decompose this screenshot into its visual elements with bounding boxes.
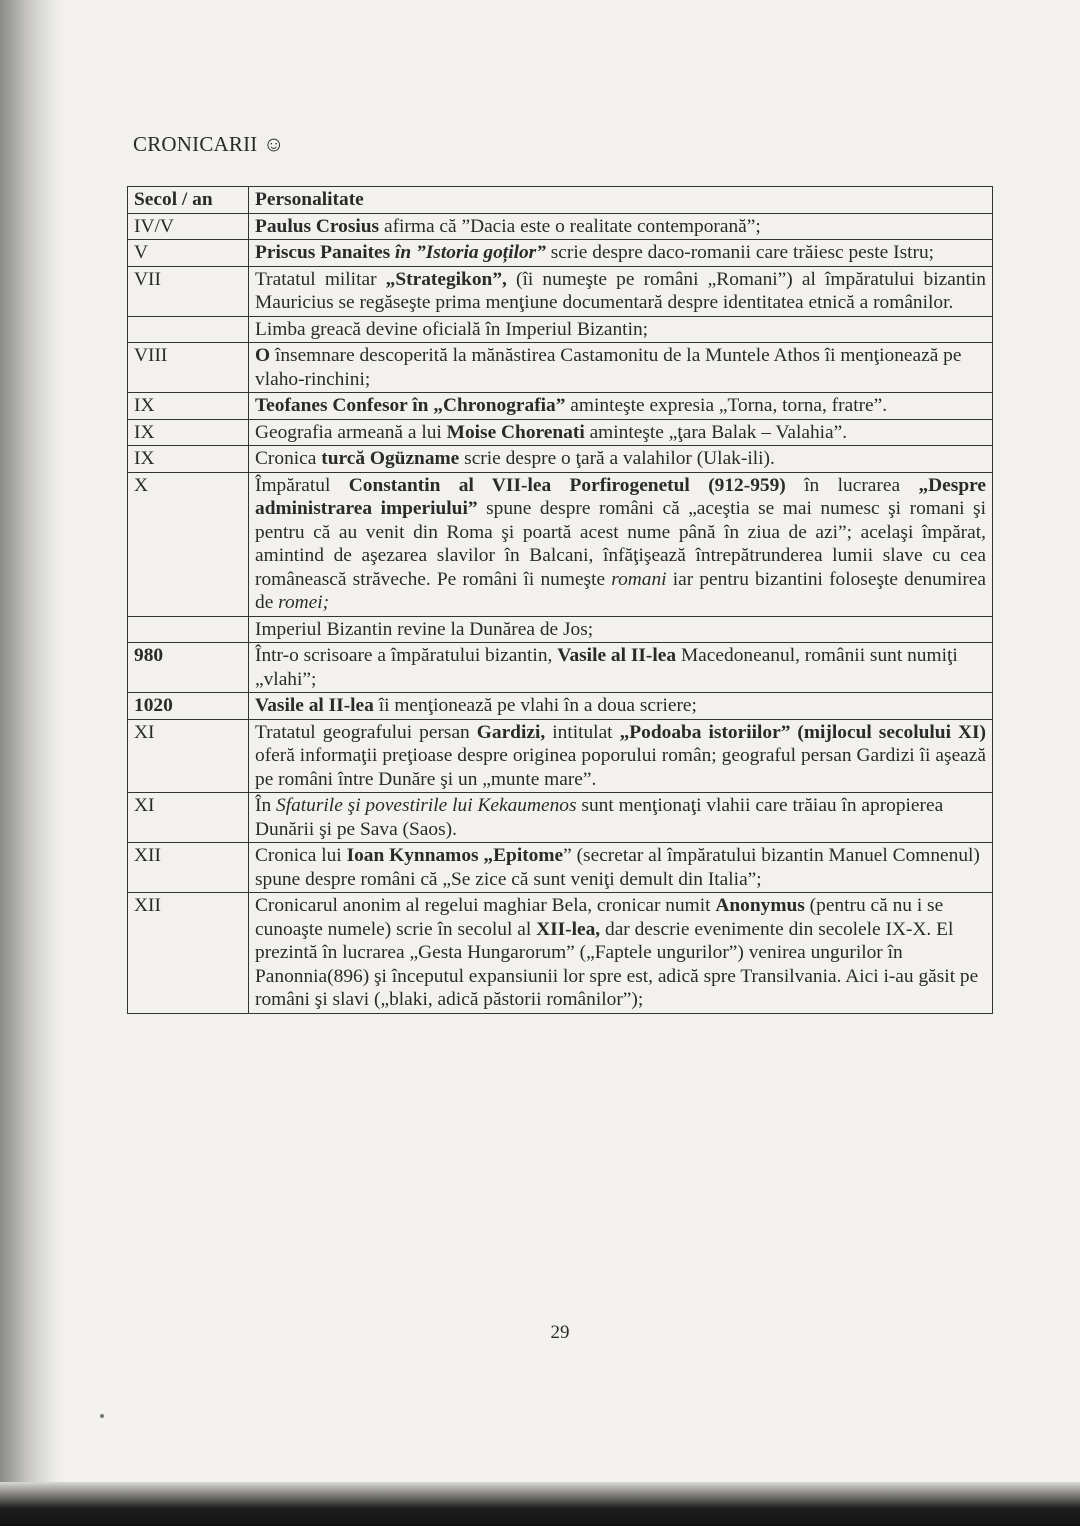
personality-cell [249,893,993,1014]
century-cell: V [128,240,249,267]
text-segment: (pentru că nu i se cunoaşte numele) scrie în secolul al [255,895,944,940]
page-number: 29 [550,1322,570,1343]
personality-cell [249,213,993,240]
text-segment: XII-lea, [536,918,601,940]
text-segment: aminteşte expresia „Torna, torna, fratre”. [565,395,888,416]
scan-speck [100,1414,104,1418]
table-body [128,213,993,1013]
text-segment: Tratatul militar [255,268,386,290]
century-cell: IV/V [128,213,249,240]
text-segment: aminteşte „ţara Balak – Valahia”. [584,421,848,443]
personality-cell [249,419,993,446]
table-row [128,719,993,793]
text-segment: Constantin al VII-lea Porfirogenetul (912-959) [348,474,786,496]
text-segment: dar descrie evenimente din secolele IX-X. El prezintă în lucrarea „Gesta Hungarorum” („Faptele ungurilor”) venirea ungurilor în Panonnia(896) şi începutul expansiunii lor spre est, adică spre Transilvania. Aici i-au găsit pe români şi slavi („blaki, adică păstorii românilor”); [255,918,979,1010]
scan-bottom-edge [0,1482,1080,1526]
personality-cell [249,616,993,643]
column-header-personality: Personalitate [249,187,993,214]
table-header-row [128,187,993,214]
text-segment: romei; [278,592,330,613]
table-row [128,843,993,893]
table-row [128,266,993,316]
text-segment: „Strategikon”, [385,268,507,290]
personality-cell [249,316,993,343]
table-row [128,893,993,1014]
table-row [128,643,993,693]
text-segment: Macedoneanul, românii sunt numiţi „vlahi”; [255,645,958,690]
table-row [128,446,993,473]
text-segment: spune despre români că „aceştia se mai numesc şi romani şi pentru că au venit din Roma şi poartă acest nume până în ziua de azi”; acelaşi împărat, amintind de aşezarea slavilor în Balcani, înfăţişează întrepătrunderea lumii slave cu cea românească străveche. Pe români îi numeşte [255,498,986,590]
text-segment: „Podoaba istoriilor” (mijlocul secolului XI) [619,721,987,743]
text-segment: Geografia armeană a lui [255,421,447,443]
text-segment: Cronica lui [255,845,347,866]
text-segment: însemnare descoperită la mănăstirea Castamonitu de la Muntele Athos îi menţionează pe vlaho-rinchini; [255,345,962,390]
text-segment: sunt menţionaţi vlahii care trăiau în apropierea Dunării şi pe Sava (Saos). [255,795,944,840]
table-row [128,343,993,393]
personality-cell [249,446,993,473]
century-cell: IX [128,446,249,473]
table-row [128,393,993,420]
personality-cell [249,843,993,893]
book-spine-shadow [0,0,64,1526]
century-cell: IX [128,419,249,446]
text-segment: scrie despre daco-romanii care trăiesc peste Istru; [545,242,935,263]
text-segment: scrie despre o ţară a valahilor (Ulak-ili). [459,448,775,469]
century-cell [128,316,249,343]
century-cell: X [128,472,249,616]
text-segment: intitulat [545,721,620,743]
table-row [128,213,993,240]
text-segment: „Despre administrarea imperiului” [255,474,986,519]
text-segment: Teofanes Confesor în „Chronografia” [255,395,566,416]
century-cell: XI [128,793,249,843]
personality-cell [249,393,993,420]
text-segment: Gardizi, [476,721,546,743]
century-cell: XII [128,893,249,1014]
century-cell: IX [128,393,249,420]
century-cell: XII [128,843,249,893]
text-segment: turcă Ogüzname [321,448,460,469]
text-segment: iar pentru bizantini foloseşte denumirea de [255,568,986,613]
personality-cell [249,719,993,793]
personality-cell [249,693,993,720]
text-segment: în lucrarea [785,474,919,496]
text-segment: O [255,345,271,366]
text-segment: Priscus Panaites [255,242,391,263]
century-cell [128,616,249,643]
personality-cell [249,266,993,316]
text-segment: Moise Chorenati [446,421,585,443]
text-segment: Împăratul [255,474,349,496]
text-segment: Sfaturile şi povestirile lui Kekaumenos [276,795,577,816]
text-segment: În [255,795,277,816]
text-segment: Vasile al II-lea [557,645,677,666]
table-row [128,419,993,446]
text-segment: (îi numeşte pe români „Romani”) al împăratului bizantin Mauricius se regăseşte prima menţiune documentară despre identitatea etnică a românilor. [255,268,986,313]
century-cell: 980 [128,643,249,693]
personality-cell [249,240,993,267]
text-segment: oferă informaţii preţioase despre originea poporului român; geograful persan Gardizi îi aşează pe români între Dunăre şi un „munte mare”. [255,745,986,790]
table-row [128,693,993,720]
text-segment: Limba greacă devine oficială în Imperiul Bizantin; [255,318,649,340]
century-cell: XI [128,719,249,793]
page-title: CRONICARII ☺ [133,132,285,156]
personality-cell [249,343,993,393]
text-segment: Paulus Crosius [255,215,380,237]
personality-cell [249,472,993,616]
table-row [128,616,993,643]
text-segment: afirma că ”Dacia este o realitate contemporană”; [379,215,761,237]
text-segment: Cronica [255,448,322,469]
text-segment: îi menţionează pe vlahi în a doua scriere; [373,695,697,716]
text-segment: în ”Istoria goților” [395,242,546,263]
century-cell: 1020 [128,693,249,720]
text-segment: Vasile al II-lea [255,695,374,716]
text-segment: Cronicarul anonim al regelui maghiar Bela, cronicar numit [255,895,716,916]
century-cell: VIII [128,343,249,393]
chronicles-table [127,186,993,1014]
table-row [128,472,993,616]
text-segment: Ioan Kynnamos „Epitome [346,845,564,866]
text-segment: Într-o scrisoare a împăratului bizantin, [255,645,558,666]
personality-cell [249,793,993,843]
century-cell: VII [128,266,249,316]
text-segment: romani [611,568,667,590]
table-row [128,316,993,343]
text-segment: Tratatul geografului persan [255,721,477,743]
text-segment: ” (secretar al împăratului bizantin Manuel Comnenul) spune despre români că „Se zice că sunt veniţi demult din Italia”; [255,845,980,890]
text-segment: Anonymus [715,895,805,916]
personality-cell [249,643,993,693]
table-row [128,793,993,843]
table-row [128,240,993,267]
column-header-century: Secol / an [128,187,249,214]
text-segment: Imperiul Bizantin revine la Dunărea de Jos; [255,618,594,640]
